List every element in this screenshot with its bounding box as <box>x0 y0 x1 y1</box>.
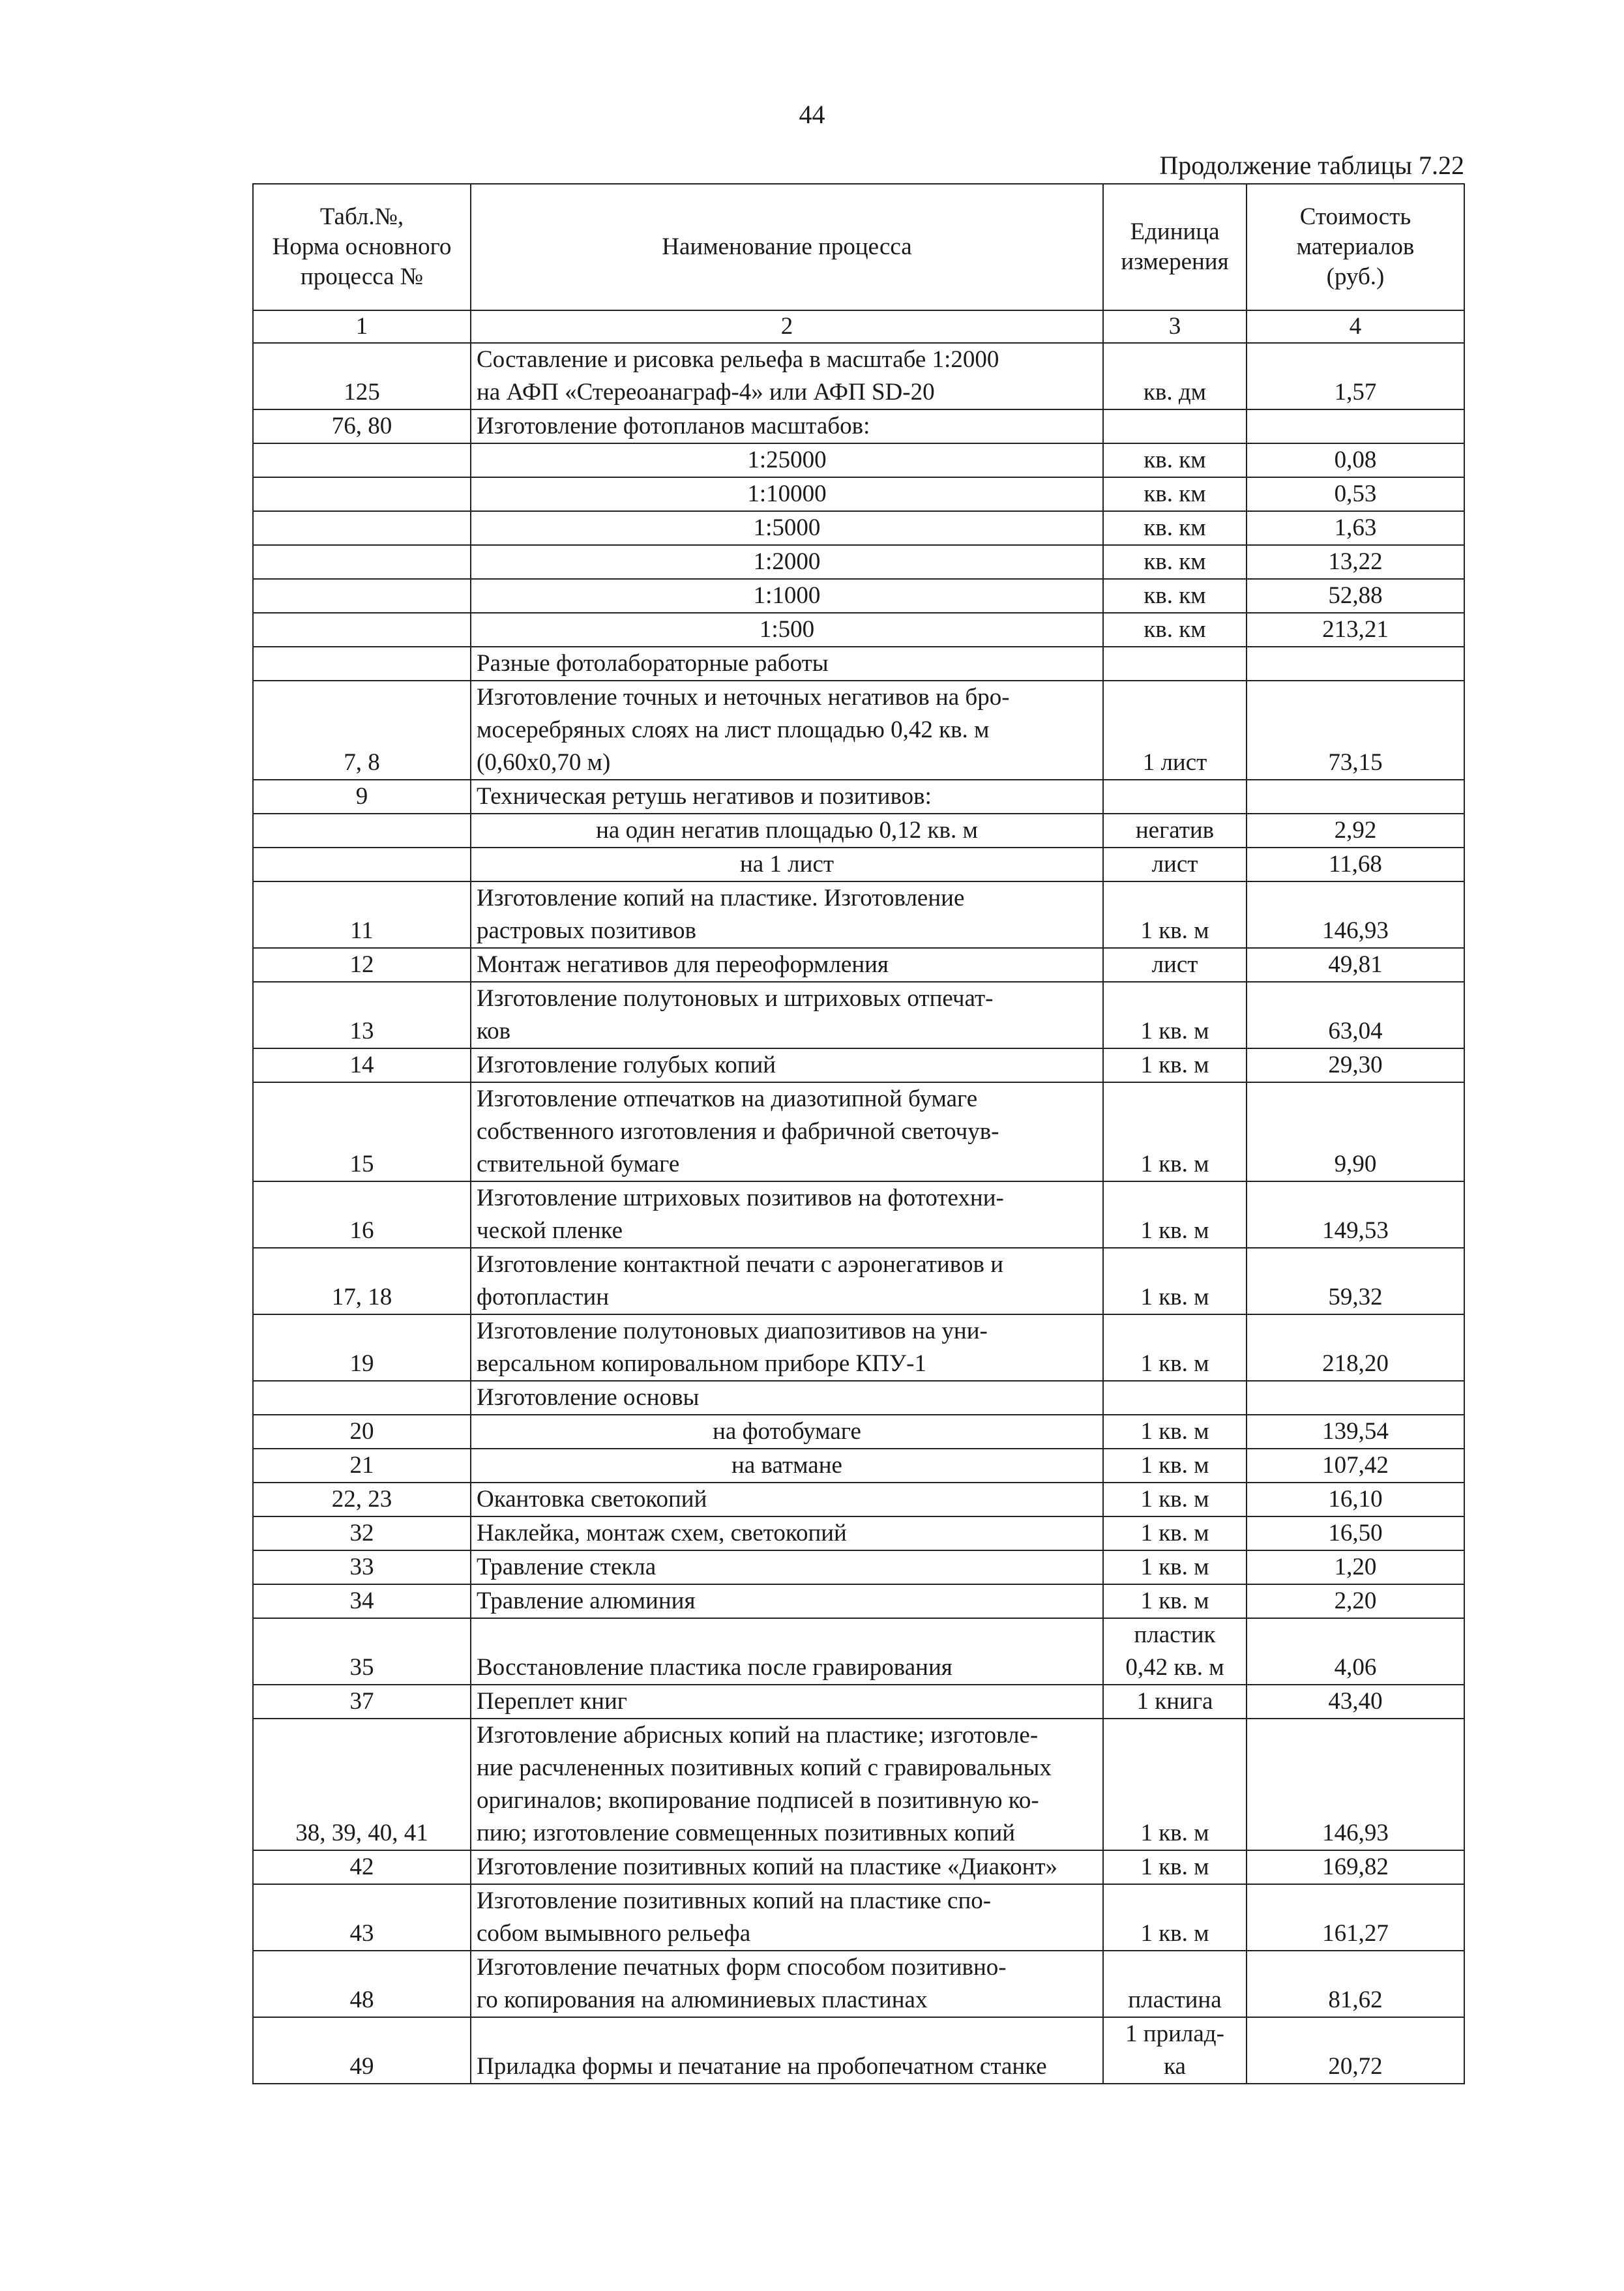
norm-number-cell <box>253 647 471 681</box>
norm-number-cell: 7, 8 <box>253 681 471 780</box>
norm-number-cell <box>253 477 471 511</box>
process-name-cell: Изготовление копий на пластике. Изготовление растровых позитивов <box>471 881 1103 948</box>
cost-cell: 11,68 <box>1247 848 1464 881</box>
cost-cell: 1,20 <box>1247 1550 1464 1584</box>
norm-number-cell: 33 <box>253 1550 471 1584</box>
process-name-cell: Изготовление фотопланов масштабов: <box>471 409 1103 443</box>
table-row <box>253 1415 1464 1449</box>
cost-cell: 1,57 <box>1247 343 1464 409</box>
unit-cell: кв. км <box>1103 443 1247 477</box>
norm-number-cell <box>253 848 471 881</box>
process-name-cell: Изготовление основы <box>471 1381 1103 1415</box>
cost-cell: 149,53 <box>1247 1181 1464 1248</box>
norm-number-cell: 22, 23 <box>253 1483 471 1516</box>
column-number: 4 <box>1247 310 1464 343</box>
unit-cell: 1 кв. м <box>1103 881 1247 948</box>
cost-cell: 29,30 <box>1247 1048 1464 1082</box>
table-row <box>253 1719 1464 1850</box>
column-number: 1 <box>253 310 471 343</box>
process-name-cell: Окантовка светокопий <box>471 1483 1103 1516</box>
cost-cell: 4,06 <box>1247 1618 1464 1685</box>
table-row <box>253 579 1464 613</box>
cost-cell: 139,54 <box>1247 1415 1464 1449</box>
cost-cell <box>1247 780 1464 814</box>
unit-cell: 1 кв. м <box>1103 1719 1247 1850</box>
cost-cell: 213,21 <box>1247 613 1464 647</box>
unit-cell: 1 кв. м <box>1103 1884 1247 1951</box>
process-name-cell: Наклейка, монтаж схем, светокопий <box>471 1516 1103 1550</box>
unit-cell: 1 кв. м <box>1103 1314 1247 1381</box>
cost-cell: 2,92 <box>1247 814 1464 848</box>
norm-number-cell: 19 <box>253 1314 471 1381</box>
unit-cell: 1 кв. м <box>1103 1415 1247 1449</box>
table-row <box>253 2017 1464 2084</box>
table-row <box>253 1584 1464 1618</box>
table-caption: Продолжение таблицы 7.22 <box>1159 151 1464 180</box>
unit-cell: кв. дм <box>1103 343 1247 409</box>
norm-number-cell: 35 <box>253 1618 471 1685</box>
table-row <box>253 647 1464 681</box>
unit-cell: пластик 0,42 кв. м <box>1103 1618 1247 1685</box>
process-name-cell: Восстановление пластика после гравирования <box>471 1618 1103 1685</box>
norm-number-cell: 42 <box>253 1850 471 1884</box>
cost-cell: 63,04 <box>1247 982 1464 1048</box>
process-name-cell: 1:2000 <box>471 545 1103 579</box>
cost-cell: 49,81 <box>1247 948 1464 982</box>
table-row <box>253 681 1464 780</box>
table-row <box>253 1618 1464 1685</box>
table-row <box>253 1951 1464 2017</box>
process-name-cell: Изготовление полутоновых диапозитивов на уни- версальном копировальном приборе КПУ-1 <box>471 1314 1103 1381</box>
norm-number-cell: 17, 18 <box>253 1248 471 1314</box>
column-number: 3 <box>1103 310 1247 343</box>
cost-cell: 218,20 <box>1247 1314 1464 1381</box>
unit-cell: лист <box>1103 948 1247 982</box>
table-row <box>253 1381 1464 1415</box>
table-row <box>253 1685 1464 1719</box>
process-name-cell: 1:5000 <box>471 511 1103 545</box>
page-number: 44 <box>799 100 825 129</box>
unit-cell <box>1103 647 1247 681</box>
table-row <box>253 780 1464 814</box>
unit-cell: 1 книга <box>1103 1685 1247 1719</box>
cost-cell: 161,27 <box>1247 1884 1464 1951</box>
header-process-name: Наименование процесса <box>471 184 1103 310</box>
cost-cell: 9,90 <box>1247 1082 1464 1181</box>
process-name-cell: Переплет книг <box>471 1685 1103 1719</box>
norm-number-cell: 15 <box>253 1082 471 1181</box>
process-name-cell: Изготовление полутоновых и штриховых отпечат- ков <box>471 982 1103 1048</box>
cost-cell: 16,50 <box>1247 1516 1464 1550</box>
table-row <box>253 1314 1464 1381</box>
table-row <box>253 613 1464 647</box>
unit-cell: кв. км <box>1103 579 1247 613</box>
process-name-cell: Изготовление отпечатков на диазотипной бумаге собственного изготовления и фабричной светочув- ствительной бумаге <box>471 1082 1103 1181</box>
unit-cell: 1 кв. м <box>1103 982 1247 1048</box>
table-row <box>253 1516 1464 1550</box>
table-row <box>253 982 1464 1048</box>
unit-cell: негатив <box>1103 814 1247 848</box>
norm-number-cell: 43 <box>253 1884 471 1951</box>
process-name-cell: Изготовление голубых копий <box>471 1048 1103 1082</box>
table-header-row <box>253 184 1464 310</box>
norm-number-cell: 20 <box>253 1415 471 1449</box>
unit-cell: 1 кв. м <box>1103 1082 1247 1181</box>
unit-cell <box>1103 1381 1247 1415</box>
cost-cell: 0,08 <box>1247 443 1464 477</box>
norm-number-cell <box>253 613 471 647</box>
unit-cell: 1 кв. м <box>1103 1550 1247 1584</box>
table-row <box>253 1550 1464 1584</box>
column-number: 2 <box>471 310 1103 343</box>
cost-cell: 0,53 <box>1247 477 1464 511</box>
process-name-cell: Разные фотолабораторные работы <box>471 647 1103 681</box>
process-name-cell: 1:25000 <box>471 443 1103 477</box>
unit-cell: 1 кв. м <box>1103 1248 1247 1314</box>
process-name-cell: Составление и рисовка рельефа в масштабе 1:2000 на АФП «Стереоанаграф-4» или АФП SD-20 <box>471 343 1103 409</box>
norm-number-cell: 9 <box>253 780 471 814</box>
norm-number-cell: 12 <box>253 948 471 982</box>
process-name-cell: Техническая ретушь негативов и позитивов: <box>471 780 1103 814</box>
unit-cell: лист <box>1103 848 1247 881</box>
table-row <box>253 1248 1464 1314</box>
norm-number-cell: 37 <box>253 1685 471 1719</box>
process-name-cell: Изготовление позитивных копий на пластике спо- собом вымывного рельефа <box>471 1884 1103 1951</box>
cost-cell: 16,10 <box>1247 1483 1464 1516</box>
norm-number-cell: 13 <box>253 982 471 1048</box>
process-name-cell: на фотобумаге <box>471 1415 1103 1449</box>
unit-cell: кв. км <box>1103 613 1247 647</box>
process-name-cell: Изготовление контактной печати с аэронегативов и фотопластин <box>471 1248 1103 1314</box>
table-row <box>253 343 1464 409</box>
norm-number-cell <box>253 511 471 545</box>
process-name-cell: Травление алюминия <box>471 1584 1103 1618</box>
cost-cell: 81,62 <box>1247 1951 1464 2017</box>
unit-cell: 1 кв. м <box>1103 1516 1247 1550</box>
unit-cell: 1 кв. м <box>1103 1483 1247 1516</box>
header-norm-number: Табл.№, Норма основного процесса № <box>253 184 471 310</box>
process-name-cell: на 1 лист <box>471 848 1103 881</box>
header-unit: Единица измерения <box>1103 184 1247 310</box>
unit-cell: кв. км <box>1103 477 1247 511</box>
norm-number-cell: 16 <box>253 1181 471 1248</box>
table-row <box>253 814 1464 848</box>
table-row <box>253 409 1464 443</box>
norm-number-cell: 38, 39, 40, 41 <box>253 1719 471 1850</box>
norm-number-cell: 48 <box>253 1951 471 2017</box>
table-row <box>253 443 1464 477</box>
norm-number-cell <box>253 579 471 613</box>
unit-cell <box>1103 409 1247 443</box>
norm-number-cell: 76, 80 <box>253 409 471 443</box>
norm-number-cell <box>253 545 471 579</box>
cost-cell: 2,20 <box>1247 1584 1464 1618</box>
unit-cell: кв. км <box>1103 511 1247 545</box>
cost-cell: 20,72 <box>1247 2017 1464 2084</box>
process-name-cell: Травление стекла <box>471 1550 1103 1584</box>
process-name-cell: Изготовление абрисных копий на пластике; изготовле- ние расчлененных позитивных копий с гравировальных оригиналов; вкопирование подписей в позитивную ко- пию; изготовление совмещенных позитивных копий <box>471 1719 1103 1850</box>
table-row <box>253 1181 1464 1248</box>
unit-cell: 1 кв. м <box>1103 1449 1247 1483</box>
cost-cell: 52,88 <box>1247 579 1464 613</box>
unit-cell: 1 прилад- ка <box>1103 2017 1247 2084</box>
cost-cell <box>1247 409 1464 443</box>
norm-number-cell: 125 <box>253 343 471 409</box>
norm-number-cell <box>253 1381 471 1415</box>
process-name-cell: Изготовление точных и неточных негативов на бро- мосеребряных слоях на лист площадью 0,42 кв. м (0,60х0,70 м) <box>471 681 1103 780</box>
table-row <box>253 948 1464 982</box>
process-name-cell: Изготовление печатных форм способом позитивно- го копирования на алюминиевых пластинах <box>471 1951 1103 2017</box>
cost-cell: 1,63 <box>1247 511 1464 545</box>
process-name-cell: Изготовление позитивных копий на пластике «Диаконт» <box>471 1850 1103 1884</box>
unit-cell: пластина <box>1103 1951 1247 2017</box>
cost-cell: 146,93 <box>1247 1719 1464 1850</box>
table-row <box>253 1048 1464 1082</box>
cost-table <box>252 183 1465 2084</box>
cost-cell: 59,32 <box>1247 1248 1464 1314</box>
table-row <box>253 1449 1464 1483</box>
cost-cell: 13,22 <box>1247 545 1464 579</box>
process-name-cell: Монтаж негативов для переоформления <box>471 948 1103 982</box>
process-name-cell: Приладка формы и печатание на пробопечатном станке <box>471 2017 1103 2084</box>
process-name-cell: 1:10000 <box>471 477 1103 511</box>
norm-number-cell: 49 <box>253 2017 471 2084</box>
table-row <box>253 545 1464 579</box>
cost-cell: 169,82 <box>1247 1850 1464 1884</box>
norm-number-cell: 34 <box>253 1584 471 1618</box>
process-name-cell: на один негатив площадью 0,12 кв. м <box>471 814 1103 848</box>
norm-number-cell: 32 <box>253 1516 471 1550</box>
table-row <box>253 511 1464 545</box>
table-row <box>253 1884 1464 1951</box>
unit-cell: 1 кв. м <box>1103 1584 1247 1618</box>
unit-cell: 1 кв. м <box>1103 1181 1247 1248</box>
norm-number-cell: 21 <box>253 1449 471 1483</box>
cost-cell: 146,93 <box>1247 881 1464 948</box>
table-row <box>253 848 1464 881</box>
unit-cell: кв. км <box>1103 545 1247 579</box>
process-name-cell: 1:500 <box>471 613 1103 647</box>
table-row <box>253 881 1464 948</box>
unit-cell: 1 кв. м <box>1103 1048 1247 1082</box>
unit-cell: 1 лист <box>1103 681 1247 780</box>
unit-cell: 1 кв. м <box>1103 1850 1247 1884</box>
process-name-cell: 1:1000 <box>471 579 1103 613</box>
process-name-cell: на ватмане <box>471 1449 1103 1483</box>
table-row <box>253 1082 1464 1181</box>
unit-cell <box>1103 780 1247 814</box>
norm-number-cell <box>253 443 471 477</box>
cost-cell: 43,40 <box>1247 1685 1464 1719</box>
table-row <box>253 1483 1464 1516</box>
norm-number-cell: 11 <box>253 881 471 948</box>
norm-number-cell: 14 <box>253 1048 471 1082</box>
column-number-row <box>253 310 1464 343</box>
cost-cell: 107,42 <box>1247 1449 1464 1483</box>
cost-cell <box>1247 1381 1464 1415</box>
table-row <box>253 477 1464 511</box>
cost-cell: 73,15 <box>1247 681 1464 780</box>
norm-number-cell <box>253 814 471 848</box>
table-row <box>253 1850 1464 1884</box>
cost-cell <box>1247 647 1464 681</box>
header-cost: Стоимость материалов (руб.) <box>1247 184 1464 310</box>
process-name-cell: Изготовление штриховых позитивов на фототехни- ческой пленке <box>471 1181 1103 1248</box>
